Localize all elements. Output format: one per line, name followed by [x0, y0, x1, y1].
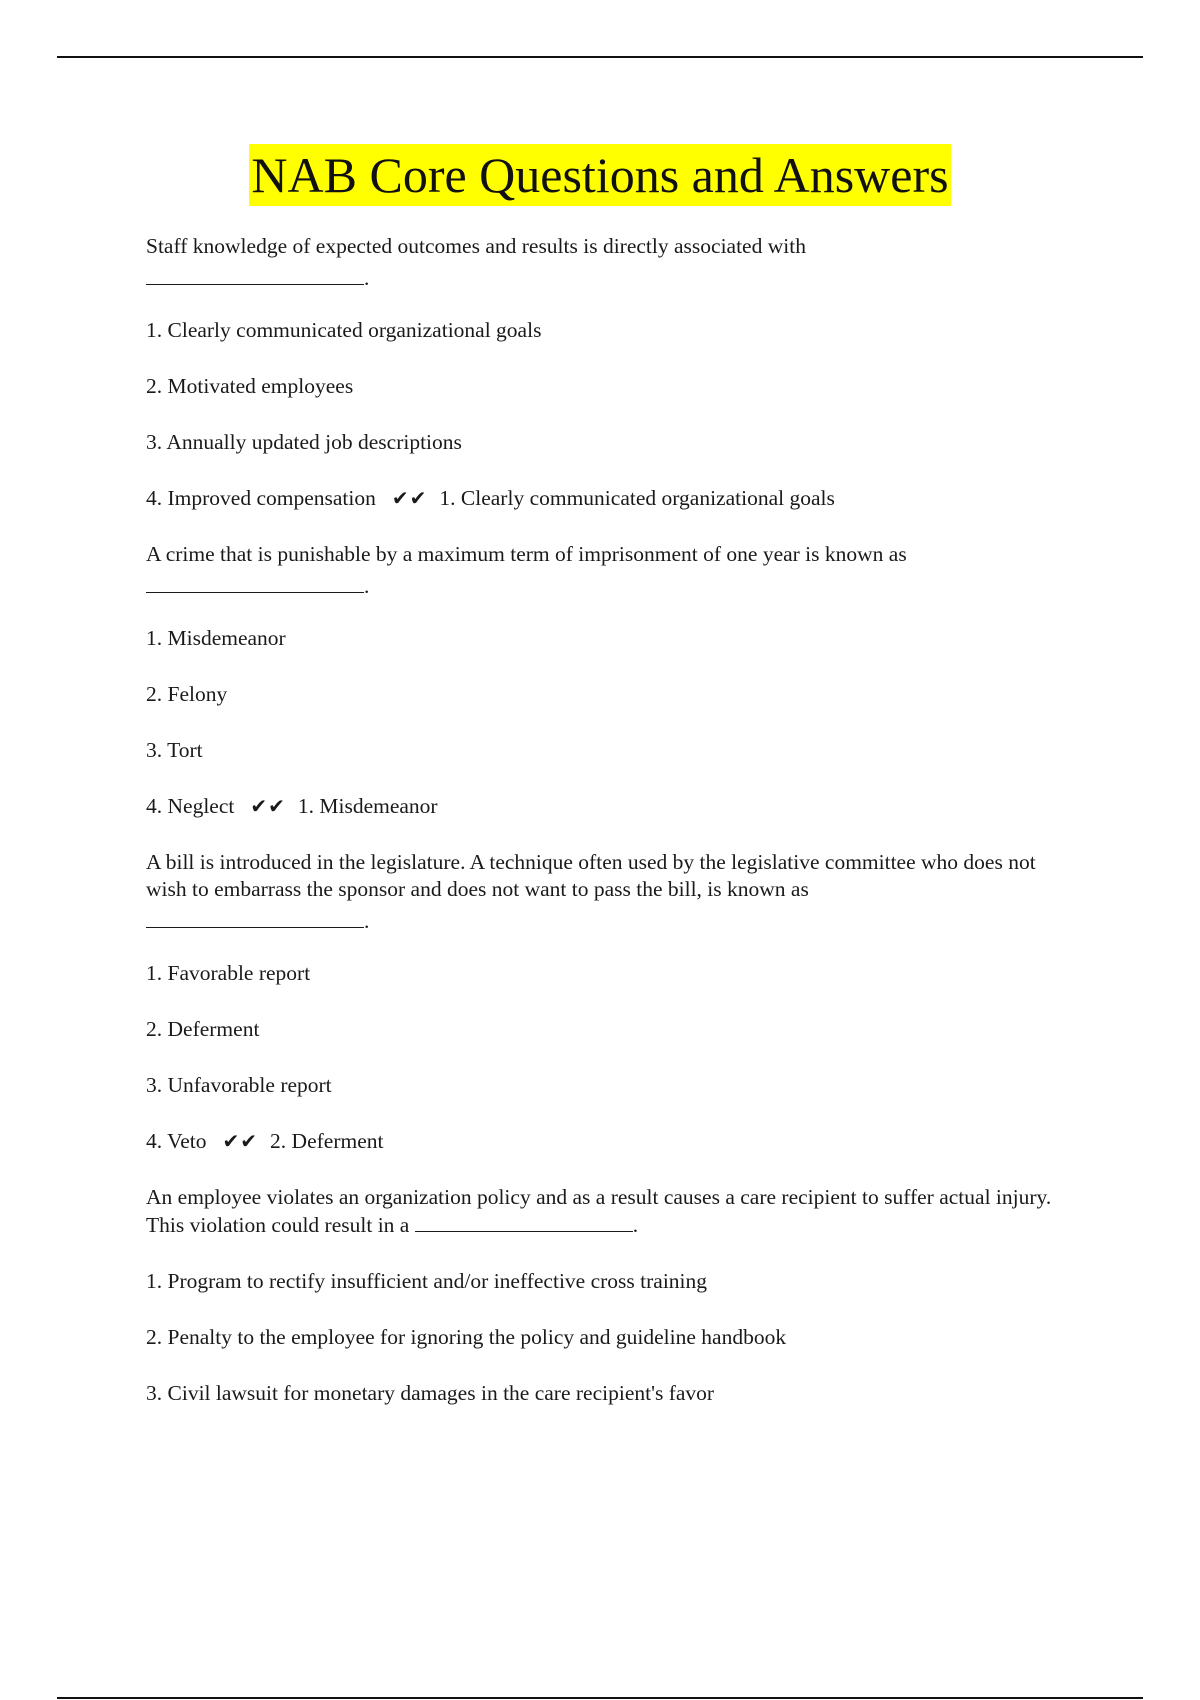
document-title: NAB Core Questions and Answers	[249, 144, 950, 206]
question-stem: A crime that is punishable by a maximum term of imprisonment of one year is known as	[146, 542, 907, 566]
question-stem: An employee violates an organization policy and as a result causes a care recipient to suffer actual injury. This violation could result in a	[146, 1185, 1052, 1237]
question-end: .	[364, 574, 370, 598]
question-stem: Staff knowledge of expected outcomes and results is directly associated with	[146, 234, 806, 258]
answer-blank-line	[146, 907, 1076, 931]
answer-text: 2. Deferment	[270, 1129, 384, 1153]
header-rule	[57, 56, 1143, 58]
question-block	[146, 849, 1076, 1155]
option-item-with-answer	[146, 485, 1076, 512]
question-text	[146, 233, 1076, 288]
question-stem: A bill is introduced in the legislature. A technique often used by the legislative committee who does not wish to embarrass the sponsor and does not want to pass the bill, is known as	[146, 850, 1036, 901]
check-mark-icon: ✔✔	[250, 794, 286, 818]
question-text	[146, 849, 1076, 931]
option-item: 3. Unfavorable report	[146, 1073, 332, 1097]
option-item: 2. Penalty to the employee for ignoring the policy and guideline handbook	[146, 1325, 787, 1349]
answer-text: 1. Misdemeanor	[297, 794, 438, 818]
question-text	[146, 541, 1076, 596]
option-item: 3. Annually updated job descriptions	[146, 430, 462, 454]
question-end: .	[364, 266, 370, 290]
option-item: 2. Deferment	[146, 1017, 260, 1041]
option-item: 3. Tort	[146, 738, 203, 762]
answer-blank-line	[146, 264, 1076, 288]
option-text: 4. Veto	[146, 1129, 207, 1153]
check-mark-icon: ✔✔	[391, 486, 428, 510]
option-text: 4. Neglect	[146, 794, 235, 818]
option-text: 4. Improved compensation	[146, 486, 376, 510]
option-item: 1. Clearly communicated organizational goals	[146, 318, 542, 342]
question-block	[146, 541, 1076, 820]
footer-rule	[57, 1697, 1143, 1699]
question-end: .	[364, 909, 370, 933]
question-block	[146, 233, 1076, 512]
answer-blank	[146, 572, 364, 593]
answer-text: 1. Clearly communicated organizational goals	[439, 486, 835, 510]
option-item: 2. Felony	[146, 682, 228, 706]
document-body	[146, 233, 1076, 1436]
option-item: 1. Misdemeanor	[146, 626, 286, 650]
answer-blank-line	[146, 572, 1076, 596]
option-item: 1. Favorable report	[146, 961, 311, 985]
option-item-with-answer	[146, 793, 1076, 820]
answer-blank	[146, 907, 364, 928]
question-text	[146, 1184, 1076, 1239]
option-item: 3. Civil lawsuit for monetary damages in the care recipient's favor	[146, 1381, 715, 1405]
question-end: .	[632, 1213, 639, 1237]
answer-blank	[146, 264, 364, 285]
answer-blank	[415, 1211, 633, 1232]
check-mark-icon: ✔✔	[222, 1129, 259, 1153]
option-item-with-answer	[146, 1128, 1076, 1155]
title-container	[0, 144, 1200, 206]
option-item: 2. Motivated employees	[146, 374, 354, 398]
option-item: 1. Program to rectify insufficient and/or ineffective cross training	[146, 1269, 708, 1293]
question-block	[146, 1184, 1076, 1407]
